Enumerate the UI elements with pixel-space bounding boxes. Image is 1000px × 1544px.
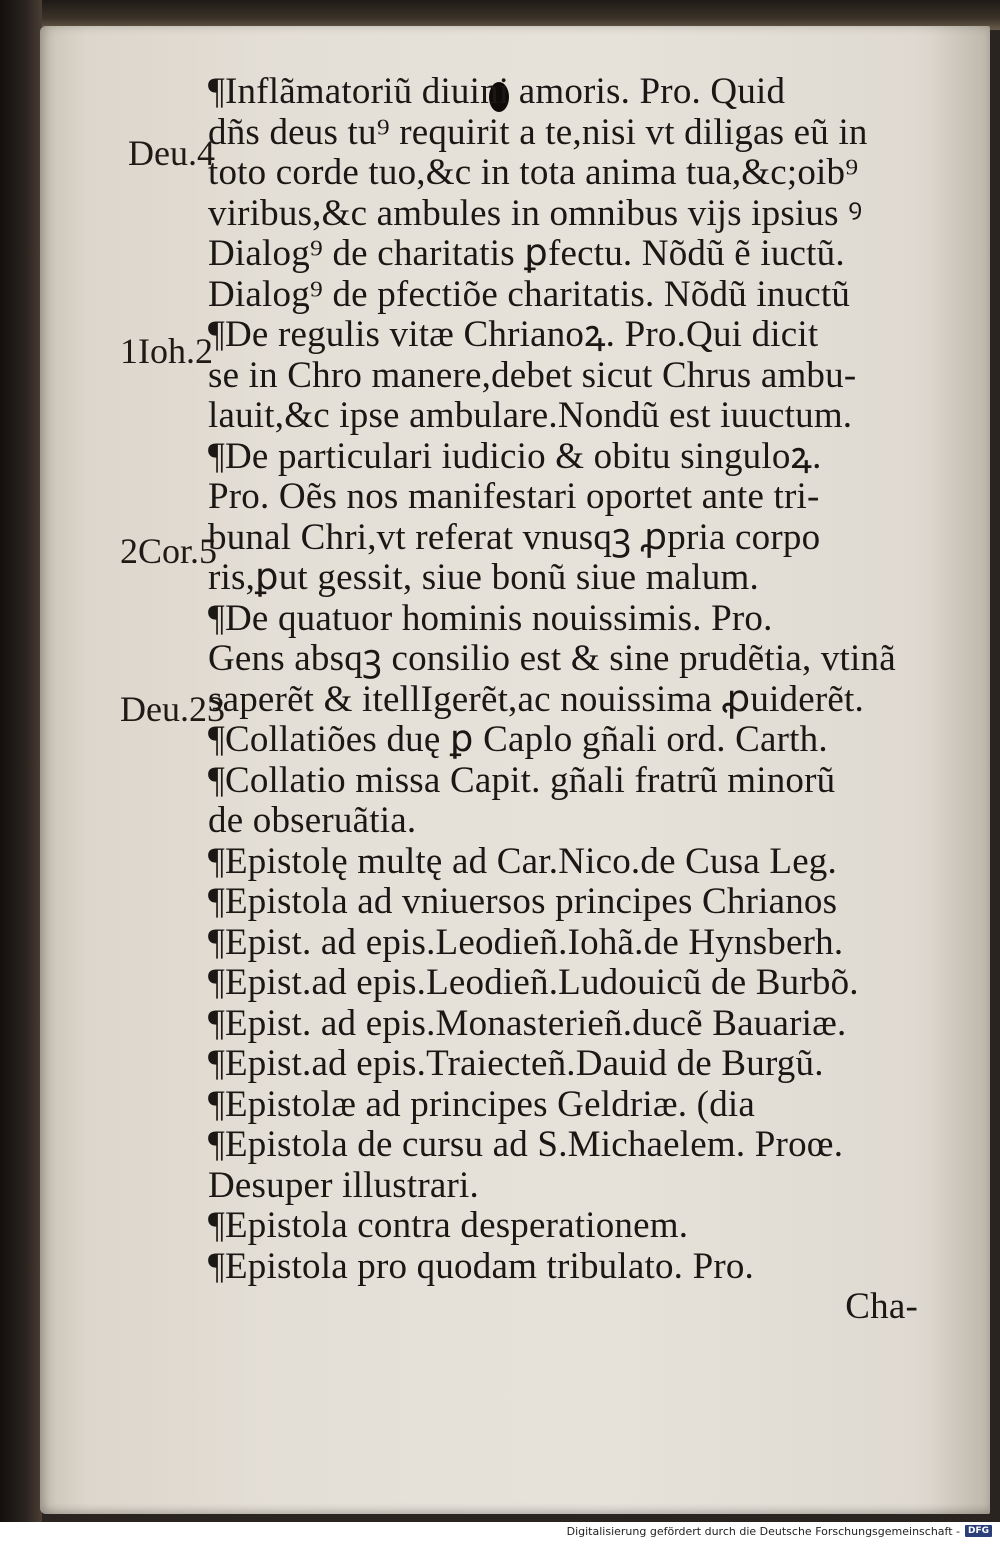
text-line: de obseruãtia. [208, 800, 417, 841]
text-line: ¶Inflãmatoriũ diuini amoris. Pro. Quid [208, 71, 786, 112]
text-line: ¶Epistolę multę ad Car.Nico.de Cusa Leg. [208, 840, 837, 882]
text-line: ¶Epistola ad vniuersos principes Chrianos [208, 881, 838, 922]
text-line: ¶De particulari iudicio & obitu singuloꝝ. [208, 435, 822, 477]
text-line: Dialog⁹ de charitatis ꝑfectu. Nõdũ ẽ iuctũ. [208, 233, 845, 274]
text-line: dñs deus tu⁹ requirit a te,nisi vt diligas eũ in [208, 111, 868, 153]
text-line: Gens absqꝫ consilio est & sine prudẽtia, vtinã [208, 638, 896, 679]
text-line: ¶Collatiões duę ꝑ Caplo gñali ord. Carth. [208, 719, 828, 760]
text-line: ¶De quatuor hominis nouissimis. Pro. [208, 597, 773, 639]
text-line: viribus,&c ambules in omnibus vĳs ipsius ꝰ [208, 192, 863, 234]
text-line: ¶De regulis vitæ Chrianoꝝ. Pro.Qui dicit [208, 314, 819, 355]
text-line: saperẽt & itellIgerẽt,ac nouissima ꝓuiderẽt. [208, 678, 864, 720]
margin-note-deu-23: Deu.23 [120, 689, 225, 729]
text-line: ris,ꝑut gessit, siue bonũ siue malum. [208, 557, 759, 598]
text-line: ¶Epist.ad epis.Leodieñ.Ludouicũ de Burbõ. [208, 962, 859, 1003]
text-line: ¶Epistola contra desperationem. [208, 1205, 689, 1246]
text-line: ¶Collatio missa Capit. gñali fratrũ minorũ [208, 759, 836, 801]
text-line: lauit,&c ipse ambulare.Nondũ est iuuctum. [208, 395, 853, 436]
margin-note-1ioh-2: 1Ioh.2 [120, 331, 213, 371]
catchword: Cha- [845, 1286, 918, 1327]
margin-note-deu-4: Deu.4 [128, 133, 215, 173]
book-spine-edge [0, 0, 42, 1522]
funding-credit: Digitalisierung gefördert durch die Deutsche Forschungsgemeinschaft - [566, 1525, 960, 1538]
text-line: ¶Epist. ad epis.Monasterieñ.ducẽ Bauariæ. [208, 1002, 847, 1044]
page-text-block [208, 72, 918, 1328]
text-line: Desuper illustrari. [208, 1164, 479, 1206]
text-line: ¶Epist. ad epis.Leodieñ.Iohã.de Hynsberh. [208, 921, 844, 963]
text-line: bunal Chri,vt referat vnusqꝫ ꝓpria corpo [208, 516, 821, 558]
text-line: ¶Epistola pro quodam tribulato. Pro. [208, 1245, 755, 1287]
text-line: ¶Epistola de cursu ad S.Michaelem. Proœ. [208, 1124, 844, 1165]
page-gutter-shadow [930, 26, 990, 1514]
text-line: Pro. Oẽs nos manifestari oportet ante tri- [208, 476, 820, 517]
text-line: Dialog⁹ de pfectiõe charitatis. Nõdũ inuctũ [208, 273, 851, 315]
text-line: toto corde tuo,&c in tota anima tua,&c;oib⁹ [208, 152, 859, 193]
text-line: se in Chro manere,debet sicut Chrus ambu- [208, 354, 857, 396]
text-line: ¶Epistolæ ad principes Geldriæ. (dia [208, 1083, 756, 1125]
text-line: ¶Epist.ad epis.Traiecteñ.Dauid de Burgũ. [208, 1043, 824, 1084]
dfg-logo: DFG [965, 1525, 992, 1537]
footer-bar [0, 1522, 1000, 1544]
margin-note-2cor-5: 2Cor.5 [120, 531, 218, 571]
